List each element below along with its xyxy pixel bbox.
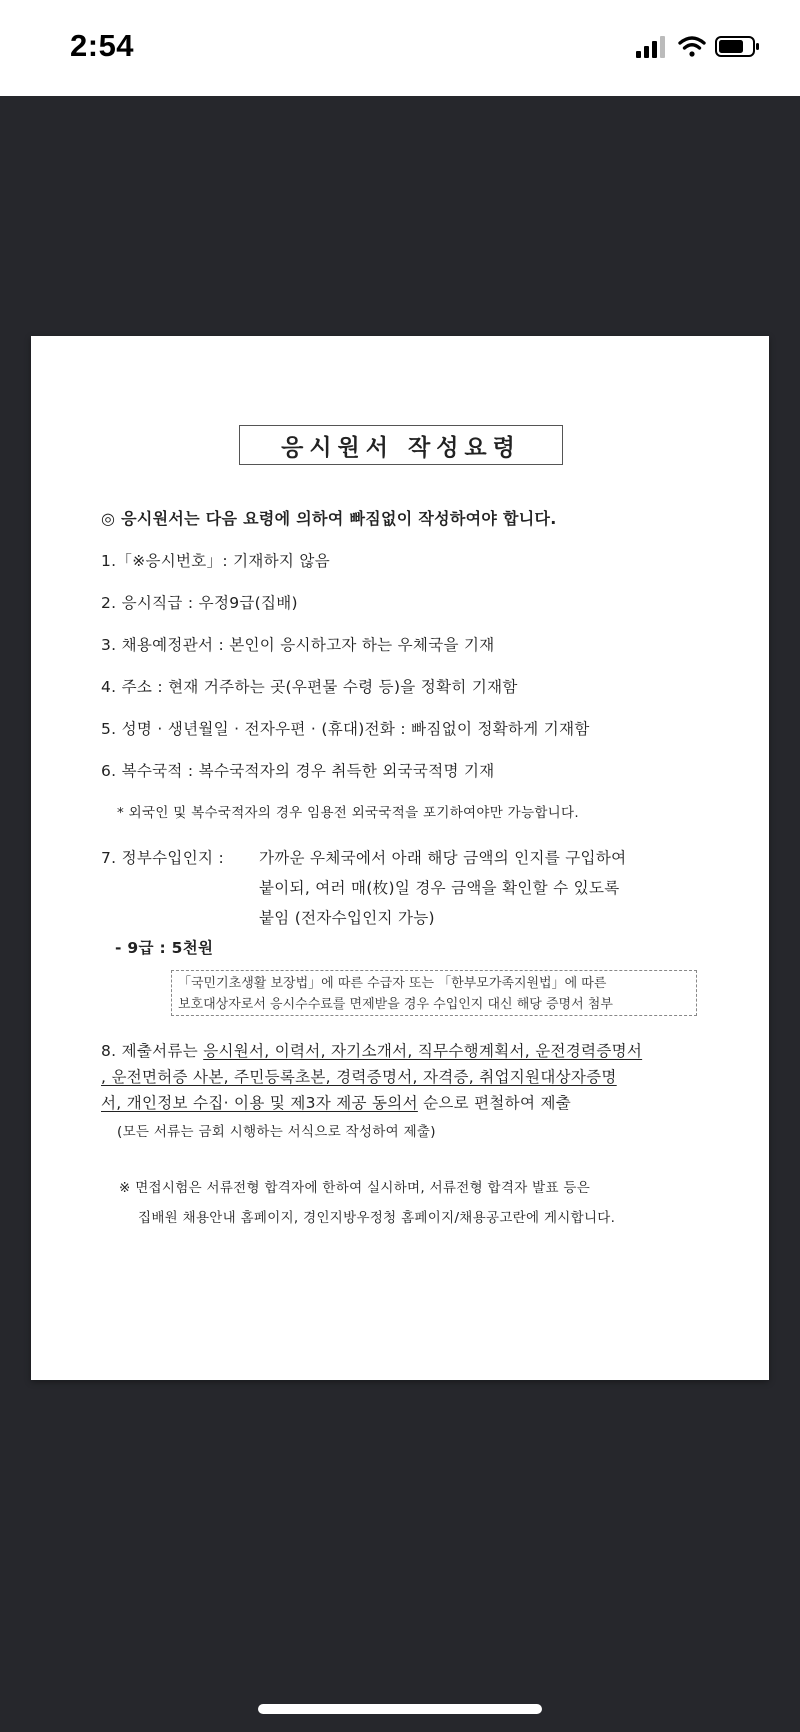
item-8-suffix: 순으로 편철하여 제출 [417, 1094, 571, 1112]
cellular-signal-icon [636, 36, 665, 58]
item-7-line-3: 붙임 (전자수입인지 가능) [259, 909, 435, 927]
footer-line-1: ※ 면접시험은 서류전형 합격자에 한하여 실시하며, 서류전형 합격자 발표 등은 [119, 1180, 591, 1196]
item-8-line-1 [101, 1039, 642, 1061]
status-time: 2:54 [70, 28, 135, 63]
footer-line-2: 집배원 채용안내 홈페이지, 경인지방우정청 홈페이지/채용공고란에 게시합니다. [138, 1210, 616, 1226]
exemption-notice [171, 970, 697, 1016]
item-8-line-3 [101, 1091, 571, 1113]
item-7-line-2: 붙이되, 여러 매(枚)일 경우 금액을 확인할 수 있도록 [259, 879, 620, 897]
item-8-note: (모든 서류는 금회 시행하는 서식으로 작성하여 제출) [117, 1124, 436, 1140]
fee-text: - 9급 : 5천원 [115, 939, 214, 957]
status-bar [0, 0, 800, 96]
item-8-docs-1: 응시원서, 이력서, 자기소개서, 직무수행계획서, 운전경력증명서 [203, 1042, 643, 1060]
item-2: 2. 응시직급 : 우정9급(집배) [101, 594, 298, 612]
battery-icon [716, 37, 759, 56]
document-title-box [239, 425, 563, 465]
item-5: 5. 성명 · 생년월일 · 전자우편 · (휴대)전화 : 빠짐없이 정확하게 기재함 [101, 720, 590, 738]
exemption-line-1: 「국민기초생활 보장법」에 따른 수급자 또는 「한부모가족지원법」에 따른 [178, 976, 607, 991]
item-1: 1.「※응시번호」: 기재하지 않음 [101, 552, 330, 570]
document-title: 응시원서 작성요령 [281, 434, 521, 461]
document-viewer[interactable] [0, 96, 800, 1732]
document-page [31, 336, 769, 1380]
item-7-label: 7. 정부수입인지 : [101, 849, 225, 867]
item-8-docs-2: , 운전면허증 사본, 주민등록초본, 경력증명서, 자격증, 취업지원대상자증명 [101, 1068, 617, 1086]
intro-text: ◎ 응시원서는 다음 요령에 의하여 빠짐없이 작성하여야 합니다. [101, 509, 557, 528]
item-8-docs-3: 서, 개인정보 수집· 이용 및 제3자 제공 동의서 [101, 1094, 418, 1112]
home-indicator[interactable] [258, 1704, 542, 1714]
wifi-icon [680, 38, 704, 57]
foreign-note: * 외국인 및 복수국적자의 경우 임용전 외국국적을 포기하여야만 가능합니다. [117, 805, 579, 821]
item-7-line-1: 가까운 우체국에서 아래 해당 금액의 인지를 구입하여 [259, 849, 627, 867]
item-3: 3. 채용예정관서 : 본인이 응시하고자 하는 우체국을 기재 [101, 636, 495, 654]
item-6: 6. 복수국적 : 복수국적자의 경우 취득한 외국국적명 기재 [101, 762, 495, 780]
item-8-prefix: 8. 제출서류는 [101, 1042, 204, 1060]
item-4: 4. 주소 : 현재 거주하는 곳(우편물 수령 등)을 정확히 기재함 [101, 678, 518, 696]
status-icons [636, 34, 762, 60]
exemption-line-2: 보호대상자로서 응시수수료를 면제받을 경우 수입인지 대신 해당 증명서 첨부 [178, 997, 613, 1012]
